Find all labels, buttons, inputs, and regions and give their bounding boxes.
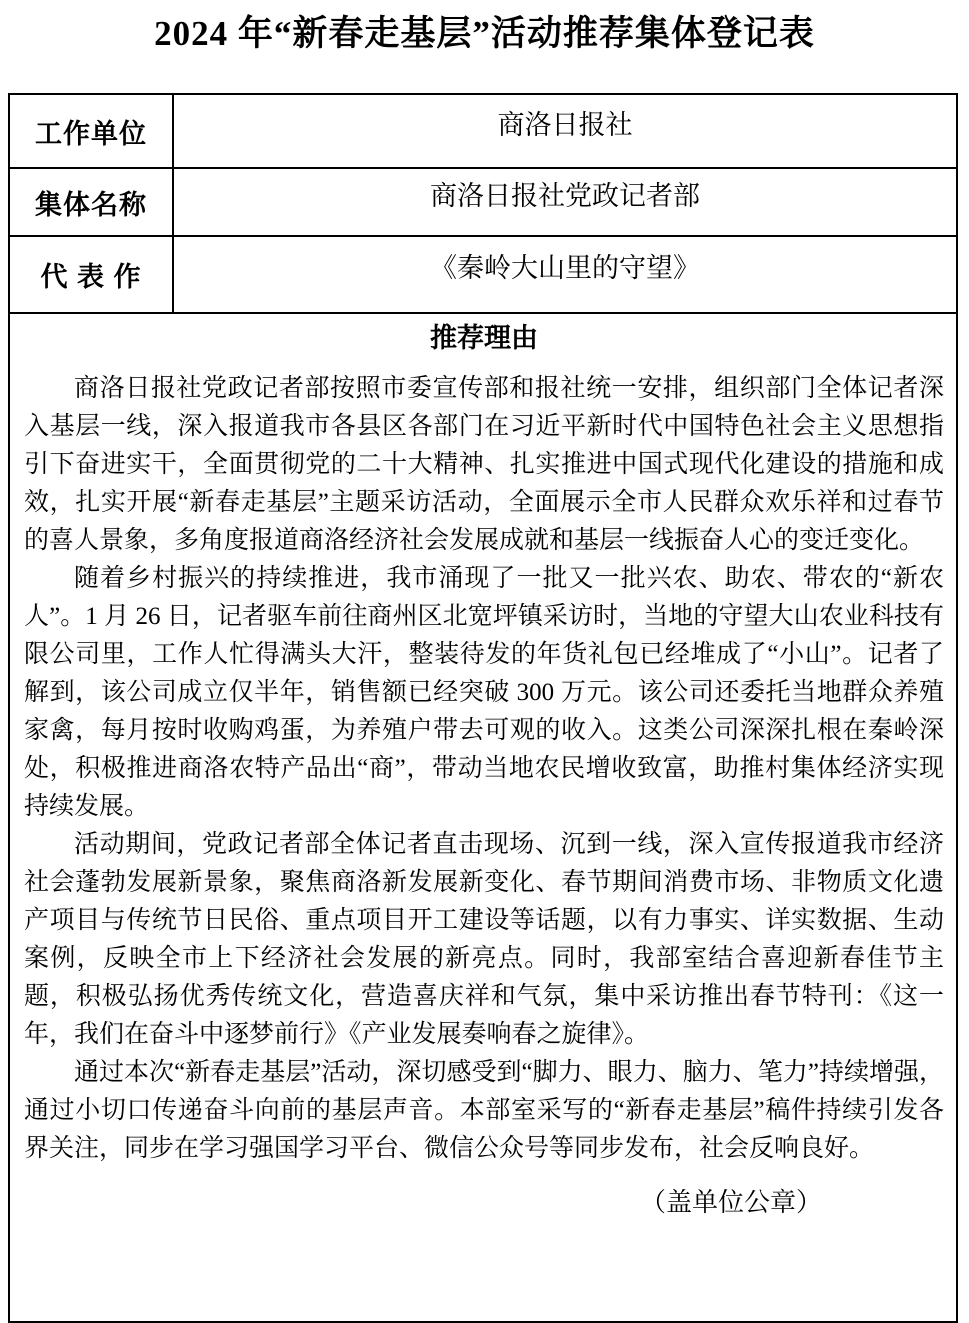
work-unit-label: 工作单位 [9, 94, 173, 168]
reason-paragraph-1: 商洛日报社党政记者部按照市委宣传部和报社统一安排，组织部门全体记者深入基层一线，深入报道我市各县区各部门在习近平新时代中国特色社会主义思想指引下奋进实干，全面贯彻党的二十大精神、扎实推进中国式现代化建设的措施和成效，扎实开展“新春走基层”主题采访活动，全面展示全市人民群众欢乐祥和过春节的喜人景象，多角度报道商洛经济社会发展成就和基层一线振奋人心的变迁变化。 [24, 375, 944, 554]
table-row-recommendation-reason [9, 313, 957, 1322]
recommendation-reason-body [24, 370, 944, 1168]
seal-note: （盖单位公章） [639, 1188, 822, 1217]
recommendation-reason-cell [9, 313, 957, 1322]
table-row-representative-work [9, 236, 957, 313]
page-title: 2024 年“新春走基层”活动推荐集体登记表 [154, 14, 815, 53]
representative-work-label: 代 表 作 [9, 236, 173, 313]
table-row-work-unit [9, 94, 957, 168]
registration-table [8, 93, 958, 1323]
reason-paragraph-3: 活动期间，党政记者部全体记者直击现场、沉到一线，深入宣传报道我市经济社会蓬勃发展新景象，聚焦商洛新发展新变化、春节期间消费市场、非物质文化遗产项目与传统节日民俗、重点项目开工建设等话题，以有力事实、详实数据、生动案例，反映全市上下经济社会发展的新亮点。同时，我部室结合喜迎新春佳节主题，积极弘扬优秀传统文化，营造喜庆祥和气氛，集中采访推出春节特刊：《这一年，我们在奋斗中逐梦前行》《产业发展奏响春之旋律》。 [24, 831, 944, 1048]
table-row-collective-name [9, 168, 957, 236]
work-unit-value: 商洛日报社 [173, 94, 957, 168]
collective-name-label: 集体名称 [9, 168, 173, 236]
recommendation-reason-heading: 推荐理由 [430, 323, 538, 353]
reason-paragraph-4: 通过本次“新春走基层”活动，深切感受到“脚力、眼力、脑力、笔力”持续增强，通过小切口传递奋斗向前的基层声音。本部室采写的“新春走基层”稿件持续引发各界关注，同步在学习强国学习平台、微信公众号等同步发布，社会反响良好。 [24, 1059, 944, 1162]
collective-name-value: 商洛日报社党政记者部 [173, 168, 957, 236]
reason-paragraph-2: 随着乡村振兴的持续推进，我市涌现了一批又一批兴农、助农、带农的“新农人”。1 月 26 日，记者驱车前往商州区北宽坪镇采访时，当地的守望大山农业科技有限公司里，工作人忙得满头大汗，整装待发的年货礼包已经堆成了“小山”。记者了解到，该公司成立仅半年，销售额已经突破 300 万元。该公司还委托当地群众养殖家禽，每月按时收购鸡蛋，为养殖户带去可观的收入。这类公司深深扎根在秦岭深处，积极推进商洛农特产品出“商”，带动当地农民增收致富，助推村集体经济实现持续发展。 [24, 565, 944, 820]
representative-work-value: 《秦岭大山里的守望》 [173, 236, 957, 313]
